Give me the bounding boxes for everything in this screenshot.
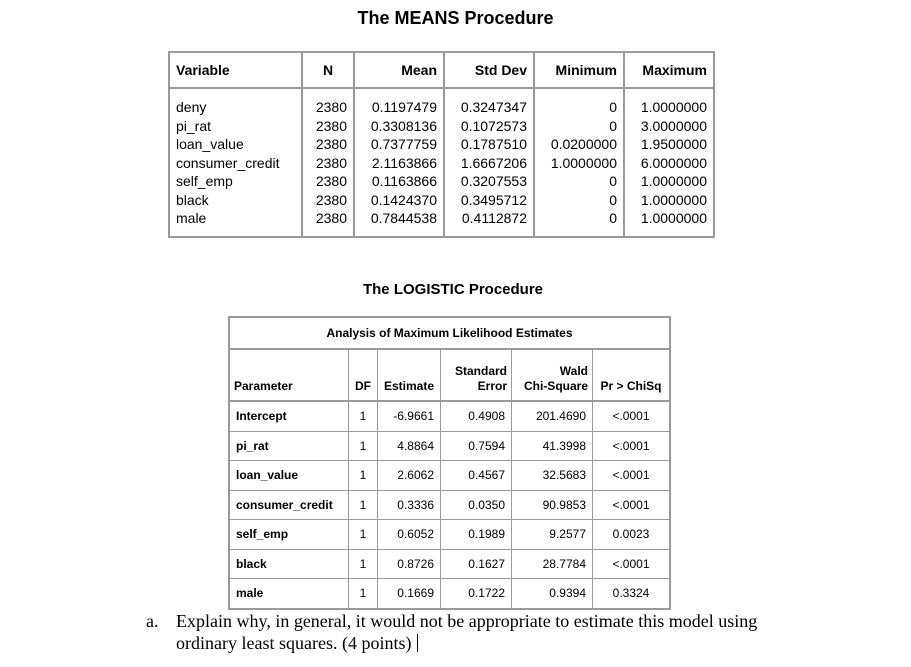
cell-standard-error: 0.1989 bbox=[441, 520, 512, 550]
cell-estimate: 0.3336 bbox=[378, 490, 441, 520]
cell-estimate: 0.1669 bbox=[378, 579, 441, 609]
cell-maximum: 1.0000000 bbox=[640, 210, 707, 226]
question-line2: ordinary least squares. (4 points) bbox=[176, 633, 412, 653]
cell-variable: male bbox=[176, 210, 207, 226]
cell-parameter: Intercept bbox=[229, 401, 349, 431]
cell-standard-error: 0.7594 bbox=[441, 431, 512, 461]
cell-std-dev: 0.4112872 bbox=[461, 210, 527, 226]
table-row bbox=[229, 579, 670, 609]
table-row bbox=[229, 520, 670, 550]
cell-maximum: 1.0000000 bbox=[640, 191, 707, 208]
header-pr-chisq: Pr > ChiSq bbox=[593, 349, 671, 401]
cell-parameter: male bbox=[229, 579, 349, 609]
cell-df: 1 bbox=[349, 490, 378, 520]
text-cursor bbox=[417, 634, 418, 652]
cell-std-dev: 0.1072573 bbox=[460, 117, 527, 134]
cell-df: 1 bbox=[349, 431, 378, 461]
cell-wald: 90.9853 bbox=[512, 490, 593, 520]
header-wald-chi-square bbox=[512, 349, 593, 401]
table-row bbox=[229, 549, 670, 579]
header-std-dev: Std Dev bbox=[444, 52, 534, 88]
cell-n: 2380 bbox=[315, 173, 347, 189]
cell-df: 1 bbox=[349, 461, 378, 491]
header-mean: Mean bbox=[354, 52, 444, 88]
cell-maximum: 1.0000000 bbox=[640, 173, 707, 189]
means-header-row bbox=[169, 52, 714, 88]
question-line2-wrap bbox=[176, 632, 826, 654]
cell-estimate: -6.9661 bbox=[378, 401, 441, 431]
n-column bbox=[302, 88, 354, 237]
means-table bbox=[168, 51, 715, 238]
cell-n: 2380 bbox=[315, 191, 347, 208]
cell-wald: 201.4690 bbox=[512, 401, 593, 431]
header-wald-line1: Wald bbox=[559, 364, 588, 378]
cell-standard-error: 0.0350 bbox=[441, 490, 512, 520]
cell-minimum: 0 bbox=[609, 210, 617, 226]
cell-minimum: 0 bbox=[609, 117, 617, 134]
cell-wald: 41.3998 bbox=[512, 431, 593, 461]
cell-p-value: <.0001 bbox=[593, 431, 671, 461]
question-label: a. bbox=[146, 611, 159, 631]
logistic-table bbox=[228, 316, 671, 610]
cell-p-value: 0.0023 bbox=[593, 520, 671, 550]
maximum-column bbox=[624, 88, 714, 237]
cell-estimate: 4.8864 bbox=[378, 431, 441, 461]
cell-df: 1 bbox=[349, 549, 378, 579]
cell-parameter: black bbox=[229, 549, 349, 579]
means-title: The MEANS Procedure bbox=[357, 8, 554, 28]
cell-n: 2380 bbox=[315, 136, 347, 152]
cell-estimate: 0.6052 bbox=[378, 520, 441, 550]
cell-wald: 32.5683 bbox=[512, 461, 593, 491]
cell-maximum: 1.9500000 bbox=[640, 136, 707, 152]
cell-p-value: <.0001 bbox=[593, 549, 671, 579]
mean-column bbox=[354, 88, 444, 237]
header-standard-error bbox=[441, 349, 512, 401]
cell-variable: self_emp bbox=[176, 173, 233, 189]
header-standard-error-line2: Error bbox=[477, 379, 507, 393]
cell-mean: 0.7844538 bbox=[370, 210, 437, 226]
cell-std-dev: 0.1787510 bbox=[460, 136, 527, 152]
cell-parameter: loan_value bbox=[229, 461, 349, 491]
cell-df: 1 bbox=[349, 579, 378, 609]
cell-mean: 0.1197479 bbox=[371, 99, 437, 115]
table-row bbox=[229, 431, 670, 461]
cell-p-value: <.0001 bbox=[593, 401, 671, 431]
cell-maximum: 3.0000000 bbox=[640, 117, 707, 134]
table-row bbox=[229, 490, 670, 520]
header-wald-line2: Chi-Square bbox=[523, 379, 588, 393]
header-estimate: Estimate bbox=[378, 349, 441, 401]
cell-wald: 9.2577 bbox=[512, 520, 593, 550]
cell-std-dev: 0.3207553 bbox=[460, 173, 527, 189]
table-row bbox=[229, 461, 670, 491]
cell-estimate: 2.6062 bbox=[378, 461, 441, 491]
cell-mean: 0.1163866 bbox=[371, 173, 437, 189]
cell-std-dev: 0.3247347 bbox=[460, 99, 527, 115]
cell-p-value: <.0001 bbox=[593, 461, 671, 491]
cell-n: 2380 bbox=[315, 154, 347, 171]
cell-minimum: 1.0000000 bbox=[550, 154, 617, 171]
cell-maximum: 1.0000000 bbox=[640, 99, 707, 115]
cell-wald: 28.7784 bbox=[512, 549, 593, 579]
question-line1: Explain why, in general, it would not be appropriate to estimate this model using bbox=[176, 611, 758, 631]
cell-df: 1 bbox=[349, 520, 378, 550]
cell-p-value: <.0001 bbox=[593, 490, 671, 520]
std-dev-column bbox=[444, 88, 534, 237]
cell-variable: black bbox=[176, 191, 209, 208]
header-variable: Variable bbox=[169, 52, 302, 88]
question-text[interactable] bbox=[176, 610, 826, 654]
cell-standard-error: 0.4908 bbox=[441, 401, 512, 431]
logistic-header-row bbox=[229, 349, 670, 401]
cell-minimum: 0 bbox=[609, 173, 617, 189]
header-maximum: Maximum bbox=[624, 52, 714, 88]
cell-std-dev: 1.6667206 bbox=[460, 154, 527, 171]
cell-n: 2380 bbox=[315, 210, 347, 226]
cell-maximum: 6.0000000 bbox=[640, 154, 707, 171]
cell-standard-error: 0.1627 bbox=[441, 549, 512, 579]
header-standard-error-line1: Standard bbox=[454, 364, 507, 378]
table-row bbox=[229, 401, 670, 431]
cell-p-value: 0.3324 bbox=[593, 579, 671, 609]
cell-mean: 0.7377759 bbox=[370, 136, 437, 152]
header-minimum: Minimum bbox=[534, 52, 624, 88]
header-n: N bbox=[302, 52, 354, 88]
cell-minimum: 0.0200000 bbox=[550, 136, 617, 152]
cell-variable: deny bbox=[176, 99, 207, 115]
cell-mean: 0.1424370 bbox=[370, 191, 437, 208]
cell-n: 2380 bbox=[315, 99, 347, 115]
cell-standard-error: 0.4567 bbox=[441, 461, 512, 491]
cell-variable: pi_rat bbox=[176, 117, 212, 134]
cell-parameter: pi_rat bbox=[229, 431, 349, 461]
logistic-caption: Analysis of Maximum Likelihood Estimates bbox=[229, 317, 670, 349]
header-df: DF bbox=[349, 349, 378, 401]
cell-minimum: 0 bbox=[609, 99, 617, 115]
cell-parameter: self_emp bbox=[229, 520, 349, 550]
logistic-title: The LOGISTIC Procedure bbox=[362, 281, 544, 298]
cell-mean: 0.3308136 bbox=[370, 117, 437, 134]
variable-column bbox=[169, 88, 302, 237]
means-body bbox=[169, 88, 714, 237]
cell-df: 1 bbox=[349, 401, 378, 431]
cell-minimum: 0 bbox=[609, 191, 617, 208]
cell-mean: 2.1163866 bbox=[371, 154, 437, 171]
cell-estimate: 0.8726 bbox=[378, 549, 441, 579]
cell-variable: loan_value bbox=[176, 136, 244, 152]
cell-standard-error: 0.1722 bbox=[441, 579, 512, 609]
cell-variable: consumer_credit bbox=[176, 154, 280, 171]
cell-wald: 0.9394 bbox=[512, 579, 593, 609]
cell-n: 2380 bbox=[315, 117, 347, 134]
minimum-column bbox=[534, 88, 624, 237]
cell-parameter: consumer_credit bbox=[229, 490, 349, 520]
header-parameter: Parameter bbox=[229, 349, 349, 401]
cell-std-dev: 0.3495712 bbox=[460, 191, 527, 208]
